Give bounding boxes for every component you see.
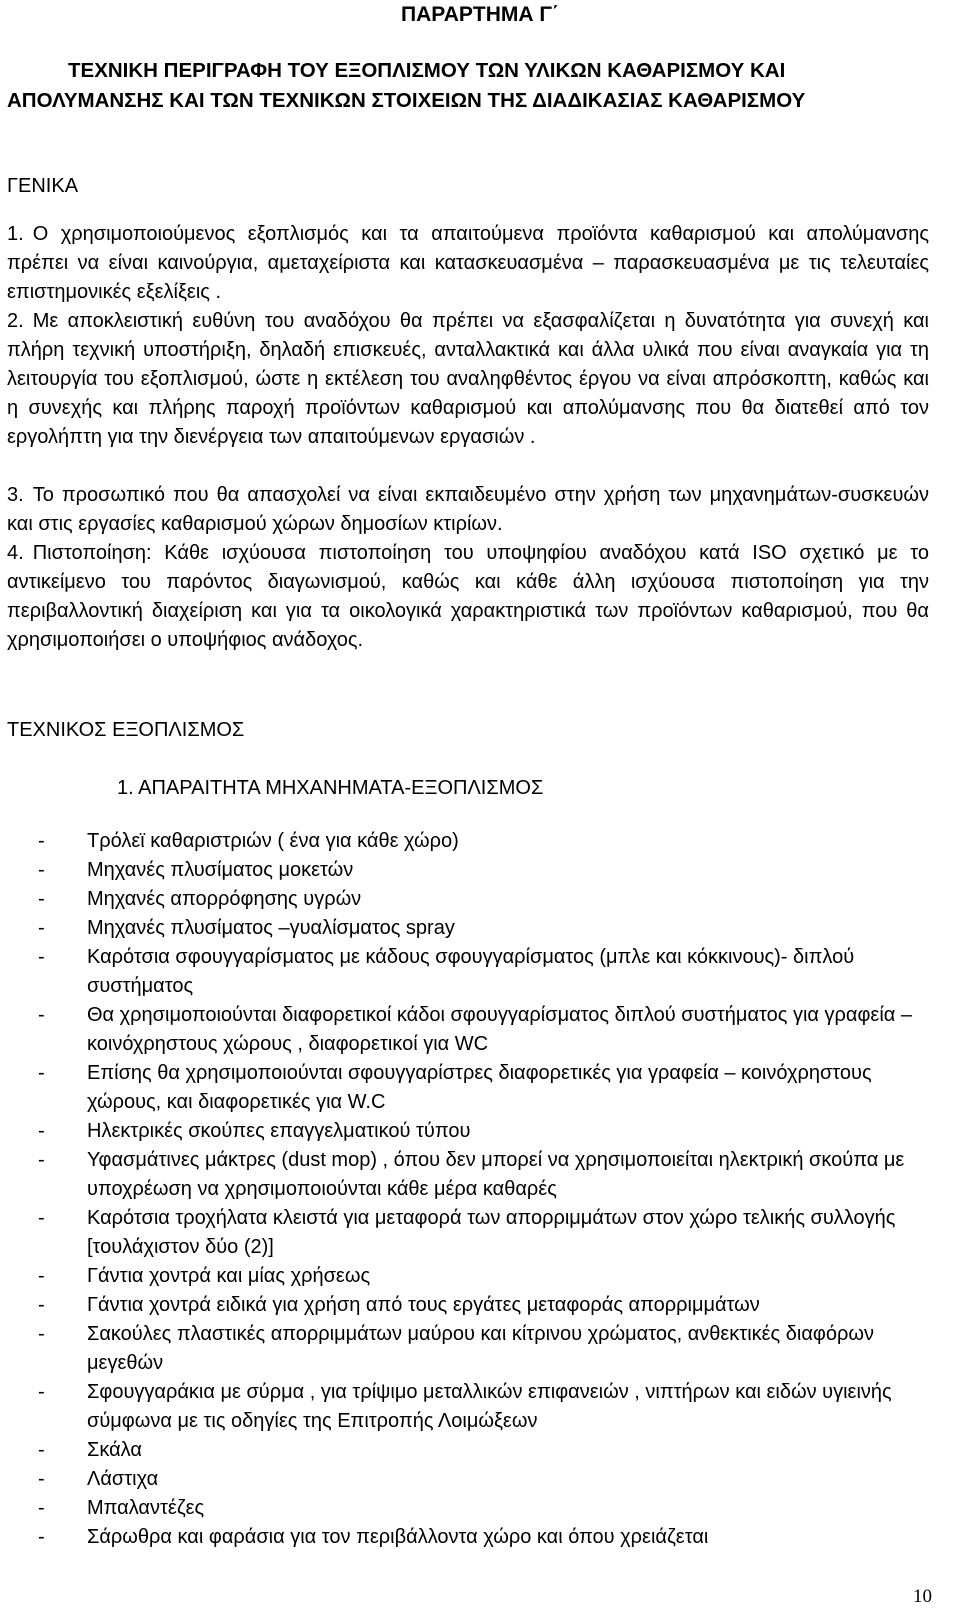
sub-heading: 1. ΑΠΑΡΑΙΤΗΤΑ ΜΗΧΑΝΗΜΑΤΑ-ΕΞΟΠΛΙΣΜΟΣ [117, 777, 544, 799]
general-heading: ΓΕΝΙΚΑ [7, 175, 79, 197]
list-item-text: Γάντια χοντρά και μίας χρήσεως [87, 1265, 371, 1287]
list-item-text: Λάστιχα [87, 1468, 159, 1490]
bullet-dash: - [38, 1120, 45, 1142]
paragraph-number: 2. [7, 310, 24, 332]
list-item-text: Σάρωθρα και φαράσια για τον περιβάλλοντα χώρο και όπου χρειάζεται [87, 1526, 709, 1548]
bullet-dash: - [38, 1149, 45, 1171]
list-item [7, 1523, 932, 1552]
paragraph-number: 1. [7, 223, 24, 245]
bullet-dash: - [38, 1265, 45, 1287]
bullet-dash: - [38, 1497, 45, 1519]
paragraph-text: Το προσωπικό που θα απασχολεί να είναι εκπαιδευμένο στην χρήση των μηχανημάτων-συσκευών και στις εργασίες καθαρισμού χώρων δημοσίων κτιρίων. [7, 484, 929, 535]
list-item [7, 827, 932, 856]
list-item [7, 1436, 932, 1465]
list-item-text: Ηλεκτρικές σκούπες επαγγελματικού τύπου [87, 1120, 471, 1142]
paragraph-1 [7, 220, 929, 307]
bullet-dash: - [38, 1381, 45, 1403]
bullet-dash: - [38, 1323, 45, 1345]
list-item [7, 943, 932, 1001]
bullet-dash: - [38, 1526, 45, 1548]
list-item [7, 1059, 932, 1117]
list-item [7, 1262, 932, 1291]
list-item-text: Σακούλες πλαστικές απορριμμάτων μαύρου και κίτρινου χρώματος, ανθεκτικές διαφόρων μεγεθών [87, 1323, 874, 1374]
bullet-dash: - [38, 1207, 45, 1229]
bullet-dash: - [38, 1004, 45, 1026]
list-item-text: Καρότσια σφουγγαρίσματος με κάδους σφουγγαρίσματος (μπλε και κόκκινους)- διπλού συστήματος [87, 946, 855, 997]
paragraph-text: Με αποκλειστική ευθύνη του αναδόχου θα πρέπει να εξασφαλίζεται η δυνατότητα για συνεχή και πλήρη τεχνική υποστήριξη, δηλαδή επισκευές, ανταλλακτικά και άλλα υλικά που είναι αναγκαία για τη λειτουργία του εξοπλισμού, ώστε η εκτέλεση του αναληφθέντος έργου να είναι απρόσκοπτη, καθώς και η συνεχής και πλήρης παροχή προϊόντων καθαρισμού και απολύμανσης που θα διατεθεί από τον εργολήπτη για την διενέργεια των απαιτούμενων εργασιών . [7, 310, 929, 448]
section-heading: ΤΕΧΝΙΚΟΣ ΕΞΟΠΛΙΣΜΟΣ [7, 719, 245, 741]
list-item-text: Θα χρησιμοποιούνται διαφορετικοί κάδοι σφουγγαρίσματος διπλού συστήματος για γραφεία – κοινόχρηστους χώρους , διαφορετικοί για WC [87, 1004, 913, 1055]
paragraph-text: Ο χρησιμοποιούμενος εξοπλισμός και τα απαιτούμενα προϊόντα καθαρισμού και απολύμανσης πρέπει να είναι καινούργια, αμεταχείριστα και κατασκευασμένα – παρασκευασμένα με τις τελευταίες επιστημονικές εξελίξεις . [7, 223, 929, 303]
bullet-dash: - [38, 1294, 45, 1316]
bullet-dash: - [38, 946, 45, 968]
page-number: 10 [913, 1586, 932, 1607]
list-item [7, 1001, 932, 1059]
list-item-text: Σφουγγαράκια με σύρμα , για τρίψιμο μεταλλικών επιφανειών , νιπτήρων και ειδών υγιεινής σύμφωνα με τις οδηγίες της Επιτροπής Λοιμώξεων [87, 1381, 892, 1432]
bullet-dash: - [38, 917, 45, 939]
paragraph-3 [7, 481, 929, 539]
list-item-text: Επίσης θα χρησιμοποιούνται σφουγγαρίστρες διαφορετικές για γραφεία – κοινόχρηστους χώρους, και διαφορετικές για W.C [87, 1062, 872, 1113]
list-item [7, 1320, 932, 1378]
list-item [7, 1117, 932, 1146]
list-item-text: Καρότσια τροχήλατα κλειστά για μεταφορά των απορριμμάτων στον χώρο τελικής συλλογής [τουλάχιστον δύο (2)] [87, 1207, 896, 1258]
list-item [7, 1204, 932, 1262]
list-item-text: Τρόλεϊ καθαριστριών ( ένα για κάθε χώρο) [87, 830, 459, 852]
paragraph-4 [7, 539, 929, 655]
list-item-text: Γάντια χοντρά ειδικά για χρήση από τους εργάτες μεταφοράς απορριμμάτων [87, 1294, 760, 1316]
list-item-text: Μηχανές απορρόφησης υγρών [87, 888, 362, 910]
equipment-list [7, 827, 932, 1552]
bullet-dash: - [38, 1468, 45, 1490]
list-item [7, 1494, 932, 1523]
list-item [7, 856, 932, 885]
bullet-dash: - [38, 830, 45, 852]
document-title: ΤΕΧΝΙΚΗ ΠΕΡΙΓΡΑΦΗ ΤΟΥ ΕΞΟΠΛΙΣΜΟΥ ΤΩΝ ΥΛΙΚΩΝ ΚΑΘΑΡΙΣΜΟΥ ΚΑΙ ΑΠΟΛΥΜΑΝΣΗΣ ΚΑΙ ΤΩΝ ΤΕΧΝΙΚΩΝ ΣΤΟΙΧΕΙΩΝ ΤΗΣ ΔΙΑΔΙΚΑΣΙΑΣ ΚΑΘΑΡΙΣΜΟΥ [7, 59, 806, 112]
paragraph-text: Πιστοποίηση: Κάθε ισχύουσα πιστοποίηση του υποψηφίου αναδόχου κατά ISO σχετικό με το αντικείμενο του παρόντος διαγωνισμού, καθώς και κάθε άλλη ισχύουσα πιστοποίηση για την περιβαλλοντική διαχείριση και για τα οικολογικά χαρακτηριστικά των προϊόντων καθαρισμού, που θα χρησιμοποιήσει ο υποψήφιος ανάδοχος. [7, 542, 929, 651]
bullet-dash: - [38, 1439, 45, 1461]
list-item-text: Μηχανές πλυσίματος μοκετών [87, 859, 354, 881]
list-item [7, 885, 932, 914]
list-item [7, 914, 932, 943]
list-item-text: Μηχανές πλυσίματος –γυαλίσματος spray [87, 917, 455, 939]
list-item-text: Σκάλα [87, 1439, 142, 1461]
bullet-dash: - [38, 888, 45, 910]
list-item [7, 1291, 932, 1320]
appendix-title: ΠΑΡΑΡΤΗΜΑ Γ΄ [400, 3, 560, 26]
list-item [7, 1465, 932, 1494]
list-item [7, 1146, 932, 1204]
bullet-dash: - [38, 859, 45, 881]
list-item-text: Υφασμάτινες μάκτρες (dust mop) , όπου δεν μπορεί να χρησιμοποιείται ηλεκτρική σκούπα με υποχρέωση να χρησιμοποιούνται κάθε μέρα καθαρές [87, 1149, 905, 1200]
bullet-dash: - [38, 1062, 45, 1084]
paragraph-number: 4. [7, 542, 24, 564]
list-item-text: Μπαλαντέζες [87, 1497, 205, 1519]
list-item [7, 1378, 932, 1436]
paragraph-2 [7, 307, 929, 452]
paragraph-number: 3. [7, 484, 24, 506]
